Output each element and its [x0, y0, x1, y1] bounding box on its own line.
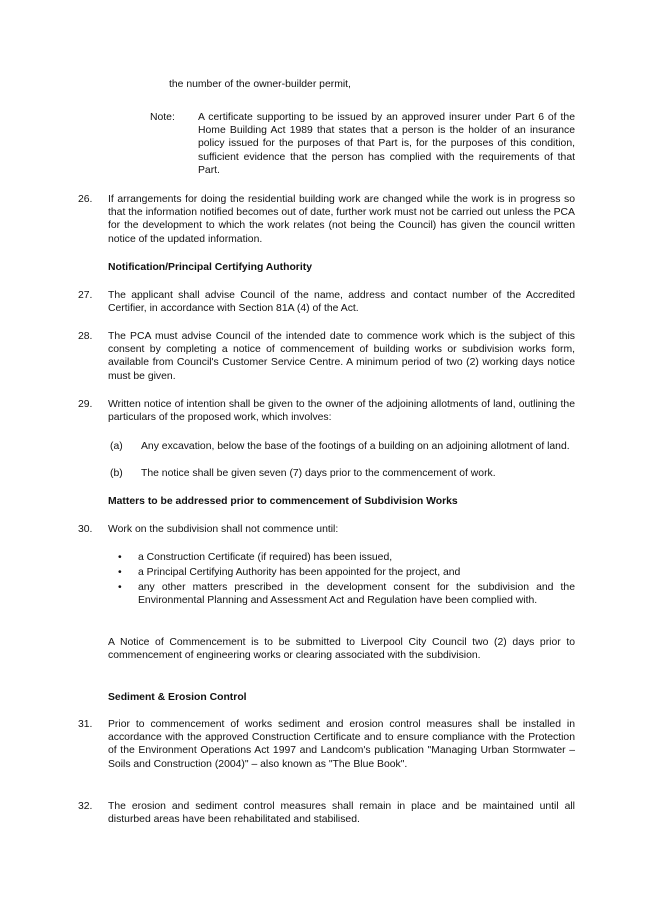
item-label: (a) — [110, 441, 123, 452]
condition-text: The PCA must advise Council of the intended date to commence work which is the subject of this consent by completing a notice of commencement of building works or subdivision works form, available from Council's Customer Service Centre. A minimum period of two (2) working days notice must be given. — [108, 331, 575, 382]
continuation-text: the number of the owner-builder permit, — [169, 79, 351, 90]
bullet-text: any other matters prescribed in the development consent for the subdivision and the Environmental Planning and Assessment Act and Regulation have been complied with. — [138, 582, 575, 607]
condition-number: 32. — [78, 801, 93, 812]
item-text: Any excavation, below the base of the footings of a building on an adjoining allotment of land. — [141, 441, 570, 452]
condition-text: Work on the subdivision shall not commence until: — [108, 524, 339, 535]
condition-number: 31. — [78, 719, 93, 730]
bullet-dot: • — [118, 567, 122, 578]
note-text: A certificate supporting to be issued by an approved insurer under Part 6 of the Home Building Act 1989 that states that a person is the holder of an insurance policy issued for the purposes of that Part is, for the purposes of this condition, sufficient evidence that the person has complied with the requirements of that Part. — [198, 112, 575, 176]
condition-text: If arrangements for doing the residential building work are changed while the work is in progress so that the information notified becomes out of date, further work must not be carried out unless the PCA for the development to which the work relates (not being the Council) has given the council written notice of the updated information. — [108, 194, 575, 245]
section-heading: Matters to be addressed prior to commencement of Subdivision Works — [108, 496, 458, 507]
condition-text: Written notice of intention shall be given to the owner of the adjoining allotments of land, outlining the particulars of the proposed work, which involves: — [108, 399, 575, 424]
condition-text: The applicant shall advise Council of the name, address and contact number of the Accredited Certifier, in accordance with Section 81A (4) of the Act. — [108, 290, 575, 315]
section-heading: Sediment & Erosion Control — [108, 692, 247, 703]
item-text: The notice shall be given seven (7) days prior to the commencement of work. — [141, 468, 496, 479]
bullet-dot: • — [118, 552, 122, 563]
condition-number: 29. — [78, 399, 93, 410]
condition-text: Prior to commencement of works sediment and erosion control measures shall be installed in accordance with the approved Construction Certificate and to ensure compliance with the Protection of the Environment Operations Act 1997 and Landcom's publication "Managing Urban Stormwater – Soils and Construction (2004)" – also known as "The Blue Book". — [108, 719, 575, 770]
condition-text: The erosion and sediment control measures shall remain in place and be maintained until all disturbed areas have been rehabilitated and stabilised. — [108, 801, 575, 826]
bullet-text: a Construction Certificate (if required) has been issued, — [138, 552, 393, 563]
item-label: (b) — [110, 468, 123, 479]
condition-number: 27. — [78, 290, 93, 301]
condition-number: 26. — [78, 194, 93, 205]
condition-number: 28. — [78, 331, 93, 342]
bullet-dot: • — [118, 582, 122, 593]
paragraph-text: A Notice of Commencement is to be submitted to Liverpool City Council two (2) days prior to commencement of engineering works or clearing associated with the subdivision. — [108, 637, 575, 662]
section-heading: Notification/Principal Certifying Authority — [108, 262, 312, 273]
condition-number: 30. — [78, 524, 93, 535]
bullet-text: a Principal Certifying Authority has been appointed for the project, and — [138, 567, 461, 578]
note-label: Note: — [150, 112, 175, 123]
